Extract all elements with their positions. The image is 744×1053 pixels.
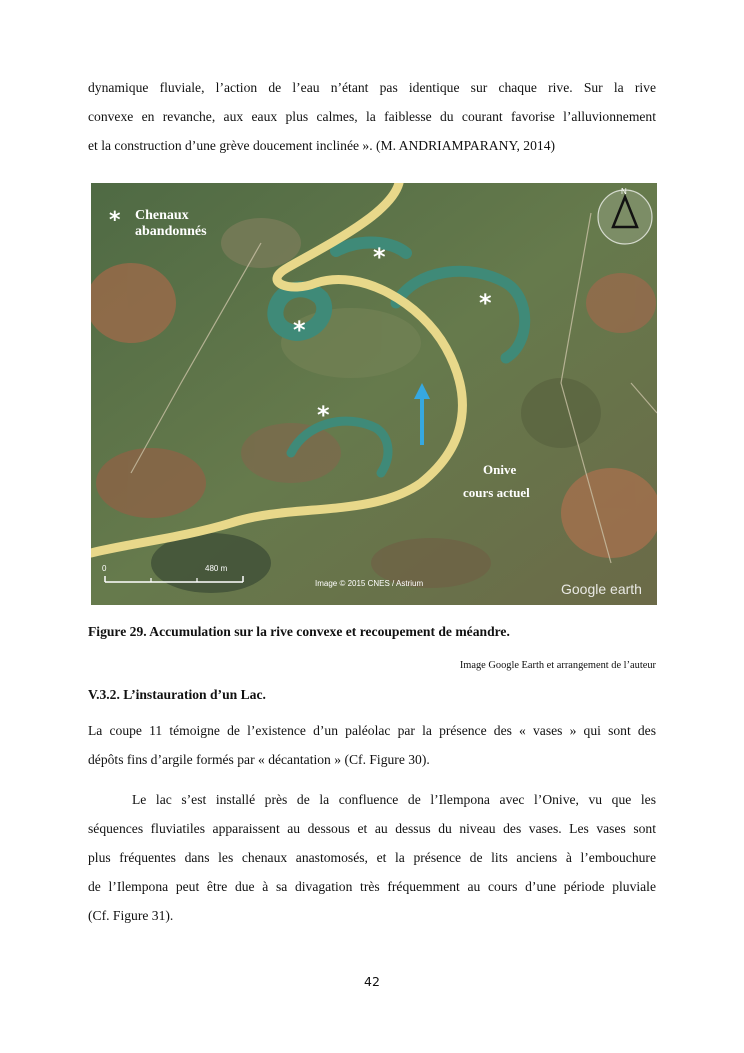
asterisk-marker: * [317, 401, 330, 429]
text-line: de l’Ilempona peut être due à sa divagation très fréquemment au cours d’une période pluviale [88, 879, 656, 894]
scale-value: 480 m [205, 564, 228, 573]
section-heading: V.3.2. L’instauration d’un Lac. [88, 687, 266, 702]
paragraph-coupe [88, 716, 656, 774]
paragraph-lac [88, 785, 656, 930]
text-line: dynamique fluviale, l’action de l’eau n’étant pas identique sur chaque rive. Sur la rive [88, 80, 656, 95]
scale-zero: 0 [102, 564, 107, 573]
label-chenaux: Chenaux [135, 208, 189, 223]
page-number: 42 [364, 974, 380, 989]
label-cours-actuel: cours actuel [463, 485, 530, 500]
compass-north: N [621, 187, 627, 196]
paragraph-intro [88, 73, 656, 160]
asterisk-marker: * [373, 243, 386, 271]
asterisk-marker: * [479, 289, 492, 317]
text-line: (Cf. Figure 31). [88, 908, 174, 923]
figure-credit: Image Google Earth et arrangement de l’auteur [459, 660, 656, 671]
text-line: Le lac s’est installé près de la confluence de l’Ilempona avec l’Onive, vu que les [132, 792, 656, 807]
text-line: convexe en revanche, aux eaux plus calmes, la faiblesse du courant favorise l’alluvionnement [88, 109, 656, 124]
text-line: dépôts fins d’argile formés par « décantation » (Cf. Figure 30). [88, 752, 430, 767]
text-line: et la construction d’une grève doucement inclinée ». (M. ANDRIAMPARANY, 2014) [88, 138, 556, 153]
label-abandonnes: abandonnés [135, 224, 207, 239]
imagery-credit: Image © 2015 CNES / Astrium [315, 579, 424, 588]
text-line: La coupe 11 témoigne de l’existence d’un paléolac par la présence des « vases » qui sont des [88, 723, 656, 738]
text-line: plus fréquentes dans les chenaux anastomosés, et la présence de lits anciens à l’embouchure [88, 850, 656, 865]
google-earth-logo: Google earth [561, 581, 642, 597]
label-onive: Onive [483, 462, 517, 477]
asterisk-marker: * [293, 316, 306, 344]
figure-caption: Figure 29. Accumulation sur la rive convexe et recoupement de méandre. [88, 624, 510, 639]
text-line: séquences fluviatiles apparaissent au dessous et au dessus du niveau des vases. Les vases sont [88, 821, 656, 836]
label-asterisk-legend: * [109, 208, 121, 233]
figure-satellite-image [91, 183, 657, 605]
